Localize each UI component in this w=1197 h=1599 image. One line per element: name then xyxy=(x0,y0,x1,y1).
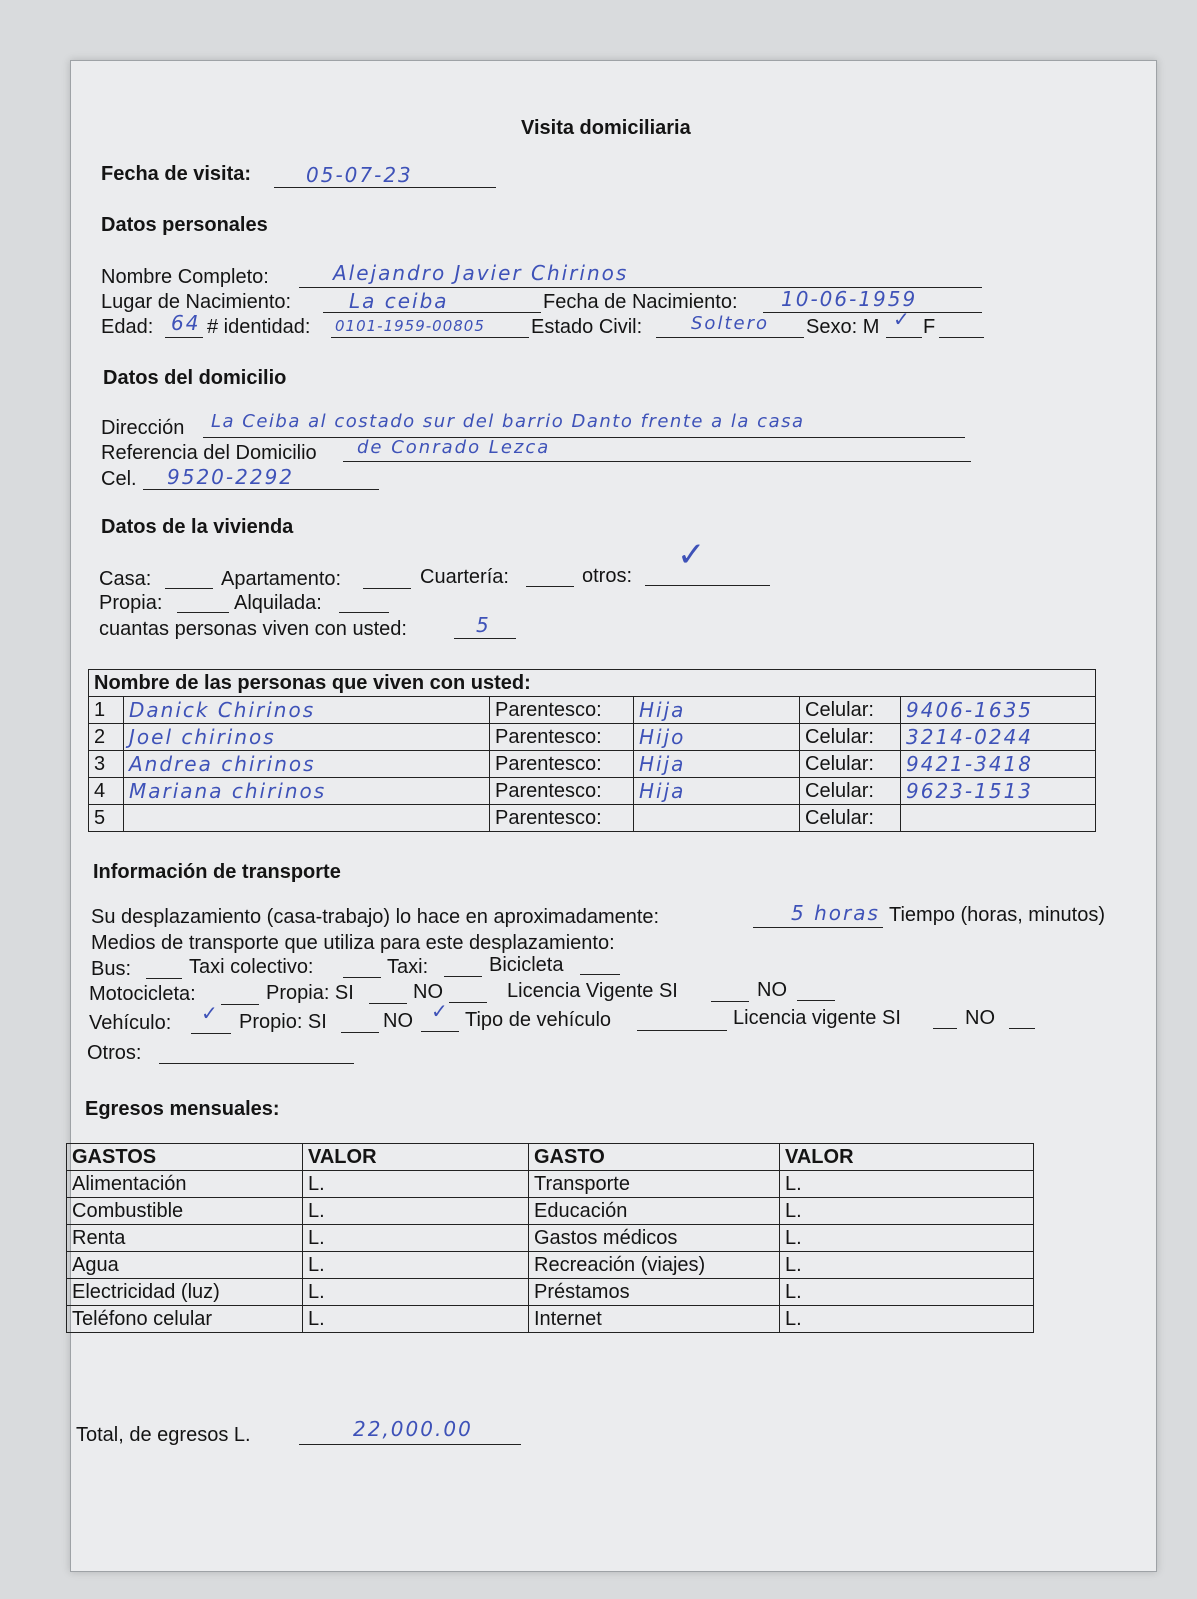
licencia-vigente-label: Licencia Vigente SI xyxy=(507,980,678,1002)
vehiculo-label: Vehículo: xyxy=(89,1012,172,1034)
col-header-gasto: GASTO xyxy=(529,1144,780,1171)
cuarteria-line[interactable] xyxy=(526,586,574,587)
table-row xyxy=(67,1306,1034,1333)
cel-line xyxy=(143,489,379,490)
moto-propia-label: Propia: SI xyxy=(266,982,354,1004)
lugar-label: Lugar de Nacimiento: xyxy=(101,291,292,313)
propia-label: Propia: xyxy=(99,592,163,614)
tipo-vehiculo-label: Tipo de vehículo xyxy=(465,1009,612,1031)
fecha-visita-line xyxy=(274,187,496,188)
fecha-nac-label: Fecha de Nacimiento: xyxy=(543,291,738,313)
nombre-label: Nombre Completo: xyxy=(101,266,269,288)
personas-table xyxy=(88,669,1096,832)
row-parentesco[interactable]: Hija xyxy=(634,697,800,724)
apartamento-label: Apartamento: xyxy=(221,568,342,590)
nombre-value[interactable]: Alejandro Javier Chirinos xyxy=(333,261,629,285)
form-title: Visita domiciliaria xyxy=(521,117,691,139)
licencia-no-label: NO xyxy=(757,979,787,1001)
gasto-label: Combustible xyxy=(67,1198,303,1225)
datos-domicilio-heading: Datos del domicilio xyxy=(103,367,287,389)
sexo-m-label: Sexo: M xyxy=(806,316,880,338)
sexo-m-line xyxy=(886,337,922,338)
fecha-visita-value[interactable]: 05-07-23 xyxy=(306,163,413,187)
propia-line[interactable] xyxy=(177,612,229,613)
desplazamiento-label: Su desplazamiento (casa-trabajo) lo hace en aproximadamente: xyxy=(91,906,660,928)
gasto-label: Internet xyxy=(529,1306,780,1333)
direccion-label: Dirección xyxy=(101,417,185,439)
moto-propia-si-line[interactable] xyxy=(369,1003,407,1004)
row-celular[interactable]: 9623-1513 xyxy=(901,778,1096,805)
row-celular[interactable] xyxy=(901,805,1096,832)
row-parentesco[interactable]: Hijo xyxy=(634,724,800,751)
row-celular[interactable]: 9406-1635 xyxy=(901,697,1096,724)
row-parentesco[interactable]: Hija xyxy=(634,751,800,778)
row-num: 5 xyxy=(89,805,124,832)
gasto-label: Transporte xyxy=(529,1171,780,1198)
taxi-line[interactable] xyxy=(444,976,482,977)
otros-transporte-line[interactable] xyxy=(159,1063,354,1064)
row-num: 4 xyxy=(89,778,124,805)
moto-label: Motocicleta: xyxy=(89,983,196,1005)
gasto-label: Alimentación xyxy=(67,1171,303,1198)
otros-line xyxy=(645,585,770,586)
table-row xyxy=(67,1171,1034,1198)
personas-value[interactable]: 5 xyxy=(476,613,491,637)
moto-no-line[interactable] xyxy=(449,1002,487,1003)
row-parentesco-label: Parentesco: xyxy=(490,724,634,751)
gasto-label: Agua xyxy=(67,1252,303,1279)
gasto-valor[interactable]: L. xyxy=(303,1171,529,1198)
table-row xyxy=(89,751,1096,778)
gasto-label: Recreación (viajes) xyxy=(529,1252,780,1279)
edad-label: Edad: xyxy=(101,316,154,338)
total-egresos-line xyxy=(299,1444,521,1445)
tiempo-label: Tiempo (horas, minutos) xyxy=(889,904,1105,926)
row-nombre[interactable]: Andrea chirinos xyxy=(124,751,490,778)
identidad-value[interactable]: 0101-1959-00805 xyxy=(335,317,485,335)
fecha-visita-label: Fecha de visita: xyxy=(101,163,252,185)
row-parentesco-label: Parentesco: xyxy=(490,805,634,832)
edad-value[interactable]: 64 xyxy=(171,311,201,335)
gasto-valor[interactable]: L. xyxy=(303,1198,529,1225)
taxi-colectivo-label: Taxi colectivo: xyxy=(189,956,314,978)
licencia-si-line[interactable] xyxy=(711,1001,749,1002)
gasto-label: Gastos médicos xyxy=(529,1225,780,1252)
desplazamiento-line xyxy=(753,927,883,928)
tipo-vehiculo-line[interactable] xyxy=(637,1030,727,1031)
identidad-line xyxy=(331,337,529,338)
gasto-label: Renta xyxy=(67,1225,303,1252)
row-nombre[interactable]: Joel chirinos xyxy=(124,724,490,751)
estado-label: Estado Civil: xyxy=(531,316,643,338)
estado-value[interactable]: Soltero xyxy=(691,313,769,334)
gasto-valor[interactable]: L. xyxy=(303,1279,529,1306)
col-header-gastos: GASTOS xyxy=(67,1144,303,1171)
licencia-vigente2-label: Licencia vigente SI xyxy=(733,1007,901,1029)
row-celular[interactable]: 9421-3418 xyxy=(901,751,1096,778)
row-celular-label: Celular: xyxy=(800,697,901,724)
otros-label: otros: xyxy=(582,565,633,587)
fecha-nac-value[interactable]: 10-06-1959 xyxy=(781,287,918,311)
licencia2-no-line[interactable] xyxy=(1009,1028,1035,1029)
fecha-nac-line xyxy=(763,312,982,313)
row-parentesco-label: Parentesco: xyxy=(490,697,634,724)
vehiculo-check[interactable]: ✓ xyxy=(201,1001,220,1025)
row-num: 2 xyxy=(89,724,124,751)
otros-transporte-label: Otros: xyxy=(87,1042,142,1064)
egresos-header-row xyxy=(67,1144,1034,1171)
cuarteria-label: Cuartería: xyxy=(420,566,509,588)
moto-no-label: NO xyxy=(413,981,443,1003)
gasto-label: Educación xyxy=(529,1198,780,1225)
row-celular-label: Celular: xyxy=(800,724,901,751)
row-parentesco-label: Parentesco: xyxy=(490,751,634,778)
col-header-valor: VALOR xyxy=(303,1144,529,1171)
casa-label: Casa: xyxy=(99,568,152,590)
alquilada-label: Alquilada: xyxy=(234,592,322,614)
direccion-value[interactable]: La Ceiba al costado sur del barrio Danto frente a la casa xyxy=(211,411,805,432)
taxi-colectivo-line[interactable] xyxy=(343,977,381,978)
gasto-valor[interactable]: L. xyxy=(780,1198,1034,1225)
gasto-label: Electricidad (luz) xyxy=(67,1279,303,1306)
form-page xyxy=(70,60,1157,1572)
row-parentesco[interactable]: Hija xyxy=(634,778,800,805)
personas-label: cuantas personas viven con usted: xyxy=(99,618,407,640)
propio-no-label: NO xyxy=(383,1010,413,1032)
col-header-valor-2: VALOR xyxy=(780,1144,1034,1171)
total-egresos-value[interactable]: 22,000.00 xyxy=(353,1417,473,1441)
direccion-line xyxy=(203,437,965,438)
vehiculo-line xyxy=(191,1033,231,1034)
datos-personales-heading: Datos personales xyxy=(101,214,268,236)
referencia-label: Referencia del Domicilio xyxy=(101,442,317,464)
egresos-heading: Egresos mensuales: xyxy=(85,1098,280,1120)
estado-line xyxy=(656,337,804,338)
row-nombre[interactable] xyxy=(124,805,490,832)
bus-line[interactable] xyxy=(146,978,182,979)
gasto-valor[interactable]: L. xyxy=(303,1252,529,1279)
gasto-valor[interactable]: L. xyxy=(780,1225,1034,1252)
sexo-f-line xyxy=(939,337,984,338)
table-row xyxy=(67,1225,1034,1252)
referencia-line xyxy=(343,461,971,462)
licencia2-no-label: NO xyxy=(965,1007,995,1029)
apartamento-line[interactable] xyxy=(363,588,411,589)
row-parentesco-label: Parentesco: xyxy=(490,778,634,805)
propio-si-label: Propio: SI xyxy=(239,1011,327,1033)
row-nombre[interactable]: Danick Chirinos xyxy=(124,697,490,724)
propio-no-check[interactable]: ✓ xyxy=(431,999,450,1023)
row-celular-label: Celular: xyxy=(800,751,901,778)
table-row xyxy=(89,805,1096,832)
row-celular-label: Celular: xyxy=(800,805,901,832)
moto-line[interactable] xyxy=(221,1004,259,1005)
gasto-valor[interactable]: L. xyxy=(780,1279,1034,1306)
desplazamiento-value[interactable]: 5 horas xyxy=(791,901,880,925)
referencia-value[interactable]: de Conrado Lezca xyxy=(357,437,551,458)
gasto-label: Préstamos xyxy=(529,1279,780,1306)
row-num: 3 xyxy=(89,751,124,778)
alquilada-line[interactable] xyxy=(339,612,389,613)
datos-vivienda-heading: Datos de la vivienda xyxy=(101,516,294,538)
gasto-label: Teléfono celular xyxy=(67,1306,303,1333)
bicicleta-line[interactable] xyxy=(580,974,620,975)
licencia2-si-line[interactable] xyxy=(933,1028,957,1029)
personas-line xyxy=(454,638,516,639)
row-num: 1 xyxy=(89,697,124,724)
bicicleta-label: Bicicleta xyxy=(489,954,564,976)
propio-si-line[interactable] xyxy=(341,1032,379,1033)
lugar-value[interactable]: La ceiba xyxy=(349,289,449,313)
otros-check[interactable]: ✓ xyxy=(677,535,708,575)
gasto-valor[interactable]: L. xyxy=(780,1171,1034,1198)
edad-line xyxy=(165,337,203,338)
gasto-valor[interactable]: L. xyxy=(780,1306,1034,1333)
cel-value[interactable]: 9520-2292 xyxy=(167,465,295,489)
gasto-valor[interactable]: L. xyxy=(303,1306,529,1333)
sexo-f-label: F xyxy=(923,316,936,338)
identidad-label: # identidad: xyxy=(207,316,311,338)
gasto-valor[interactable]: L. xyxy=(780,1252,1034,1279)
table-row xyxy=(67,1279,1034,1306)
bus-label: Bus: xyxy=(91,958,132,980)
casa-line[interactable] xyxy=(165,588,213,589)
egresos-table xyxy=(66,1143,1034,1333)
cel-label: Cel. xyxy=(101,468,137,490)
row-celular-label: Celular: xyxy=(800,778,901,805)
row-parentesco[interactable] xyxy=(634,805,800,832)
sexo-m-check[interactable]: ✓ xyxy=(893,307,912,331)
medios-label: Medios de transporte que utiliza para este desplazamiento: xyxy=(91,932,615,954)
table-row xyxy=(89,697,1096,724)
table-row xyxy=(67,1198,1034,1225)
propio-no-line xyxy=(421,1031,459,1032)
transporte-heading: Información de transporte xyxy=(93,861,341,883)
table-row xyxy=(89,724,1096,751)
licencia-no-line[interactable] xyxy=(797,1000,835,1001)
row-celular[interactable]: 3214-0244 xyxy=(901,724,1096,751)
gasto-valor[interactable]: L. xyxy=(303,1225,529,1252)
row-nombre[interactable]: Mariana chirinos xyxy=(124,778,490,805)
table-row xyxy=(67,1252,1034,1279)
taxi-label: Taxi: xyxy=(387,956,429,978)
total-egresos-label: Total, de egresos L. xyxy=(76,1424,251,1446)
table-row xyxy=(89,778,1096,805)
personas-table-header: Nombre de las personas que viven con usted: xyxy=(89,670,1096,697)
